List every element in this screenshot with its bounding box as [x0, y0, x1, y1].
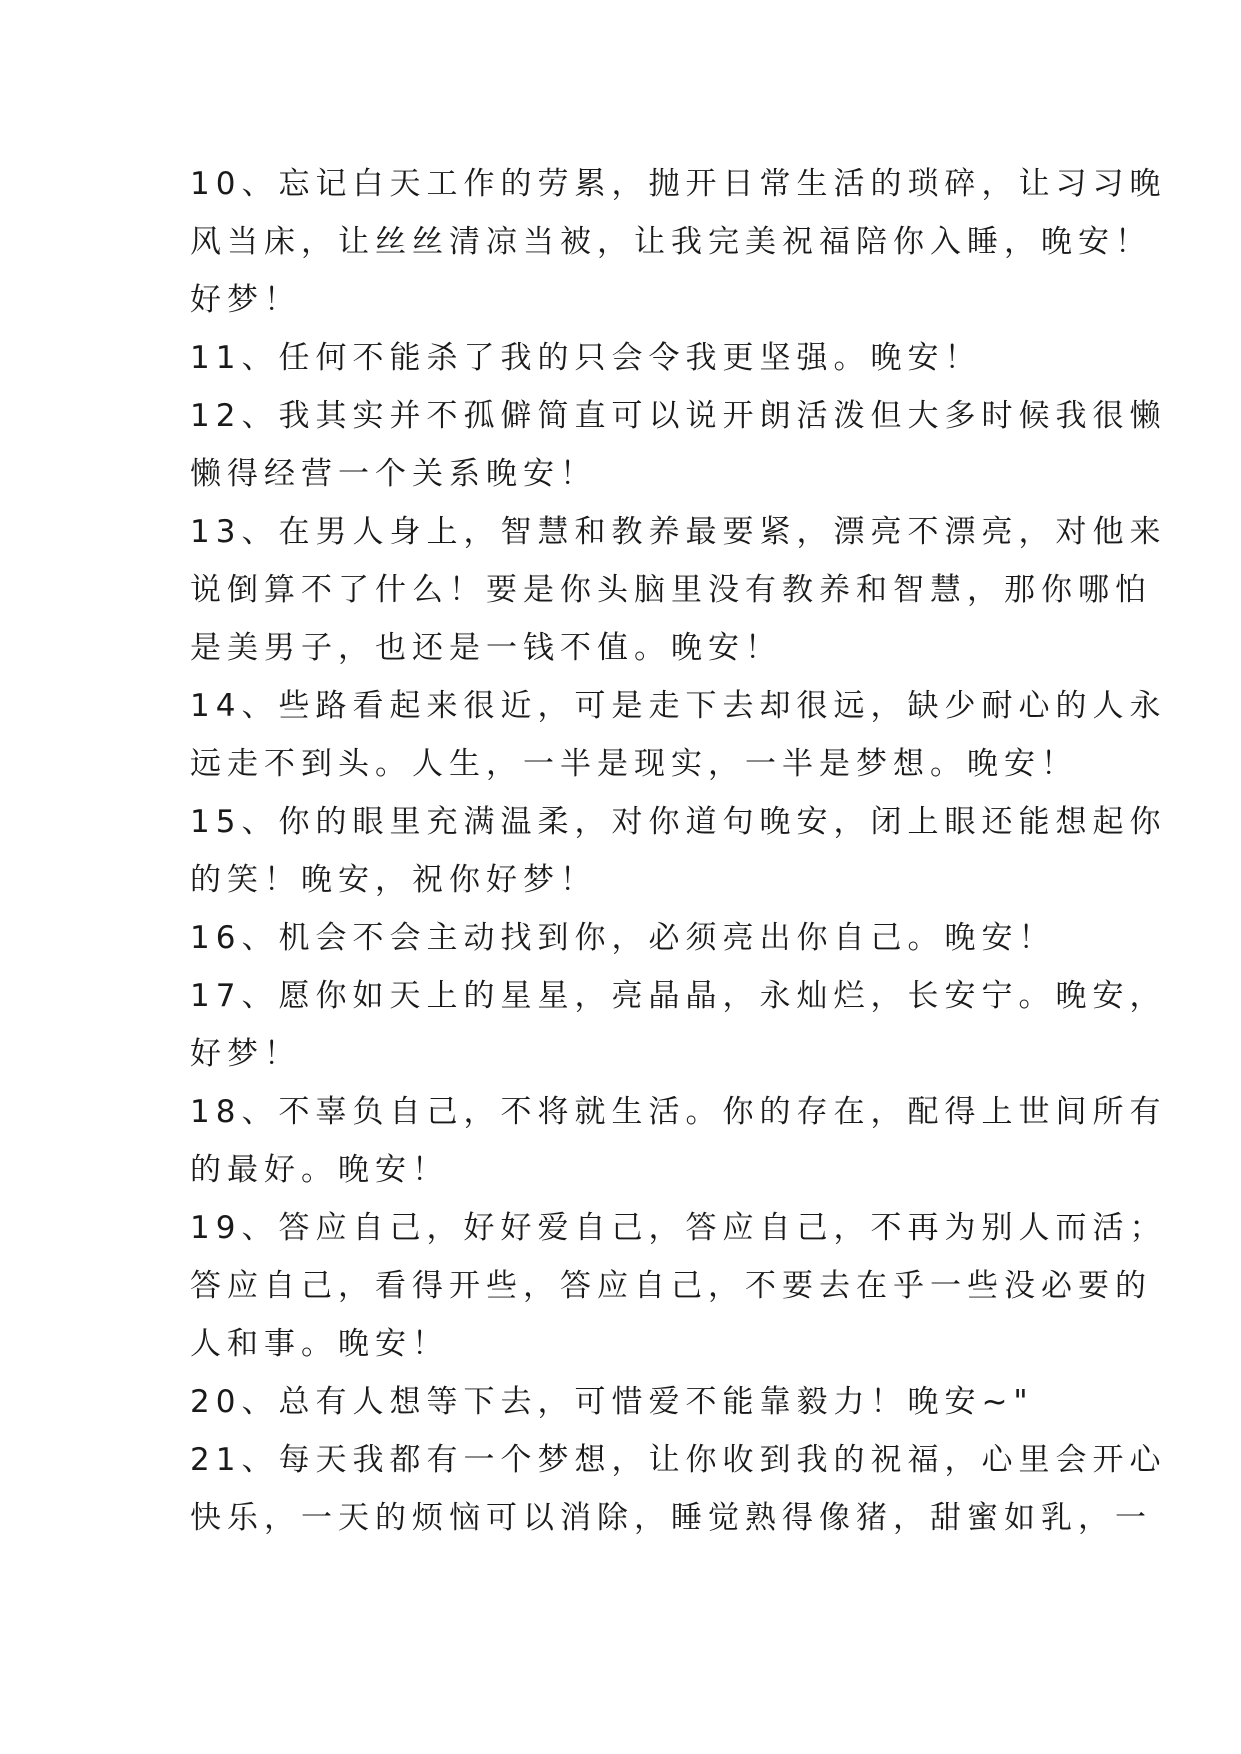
document-body	[190, 155, 1167, 1547]
paragraph-line: 19、答应自己，好好爱自己，答应自己，不再为别人而活；	[190, 1210, 1167, 1246]
paragraph-entry-12	[190, 387, 1167, 503]
paragraph-line: 人和事。晚安！	[190, 1326, 449, 1362]
paragraph-line: 远走不到头。人生，一半是现实，一半是梦想。晚安！	[190, 746, 1078, 782]
paragraph-line: 16、机会不会主动找到你，必须亮出你自己。晚安！	[190, 920, 1056, 956]
paragraph-entry-14	[190, 677, 1167, 793]
paragraph-entry-11	[190, 329, 1060, 387]
paragraph-line: 快乐，一天的烦恼可以消除，睡觉熟得像猪，甜蜜如乳，一	[190, 1500, 1152, 1536]
paragraph-entry-17	[190, 967, 1167, 1083]
paragraph-entry-19	[190, 1199, 1167, 1373]
paragraph-line: 15、你的眼里充满温柔，对你道句晚安，闭上眼还能想起你	[190, 804, 1167, 840]
paragraph-line: 的最好。晚安！	[190, 1152, 449, 1188]
paragraph-line: 21、每天我都有一个梦想，让你收到我的祝福，心里会开心	[190, 1442, 1167, 1478]
paragraph-entry-16	[190, 909, 1060, 967]
paragraph-line: 18、不辜负自己，不将就生活。你的存在，配得上世间所有	[190, 1094, 1167, 1130]
paragraph-line: 懒得经营一个关系晚安！	[190, 456, 597, 492]
paragraph-line: 好梦！	[190, 1036, 301, 1072]
paragraph-line: 13、在男人身上，智慧和教养最要紧，漂亮不漂亮，对他来	[190, 514, 1167, 550]
paragraph-line: 12、我其实并不孤僻简直可以说开朗活泼但大多时候我很懒	[190, 398, 1167, 434]
paragraph-line: 风当床，让丝丝清凉当被，让我完美祝福陪你入睡，晚安！	[190, 224, 1152, 260]
paragraph-line: 说倒算不了什么！要是你头脑里没有教养和智慧，那你哪怕	[190, 572, 1152, 608]
paragraph-line: 是美男子，也还是一钱不值。晚安！	[190, 630, 782, 666]
paragraph-line: 14、些路看起来很近，可是走下去却很远，缺少耐心的人永	[190, 688, 1167, 724]
paragraph-line: 17、愿你如天上的星星，亮晶晶，永灿烂，长安宁。晚安，	[190, 978, 1167, 1014]
paragraph-line: 20、总有人想等下去，可惜爱不能靠毅力！晚安~"	[190, 1384, 1034, 1420]
paragraph-line: 10、忘记白天工作的劳累，抛开日常生活的琐碎，让习习晚	[190, 166, 1167, 202]
paragraph-line: 的笑！晚安，祝你好梦！	[190, 862, 597, 898]
paragraph-entry-21	[190, 1431, 1167, 1547]
paragraph-entry-20	[190, 1373, 1060, 1431]
paragraph-entry-18	[190, 1083, 1167, 1199]
paragraph-line: 11、任何不能杀了我的只会令我更坚强。晚安！	[190, 340, 982, 376]
paragraph-line: 好梦！	[190, 282, 301, 318]
paragraph-entry-10	[190, 155, 1167, 329]
paragraph-entry-13	[190, 503, 1167, 677]
paragraph-line: 答应自己，看得开些，答应自己，不要去在乎一些没必要的	[190, 1268, 1152, 1304]
paragraph-entry-15	[190, 793, 1167, 909]
